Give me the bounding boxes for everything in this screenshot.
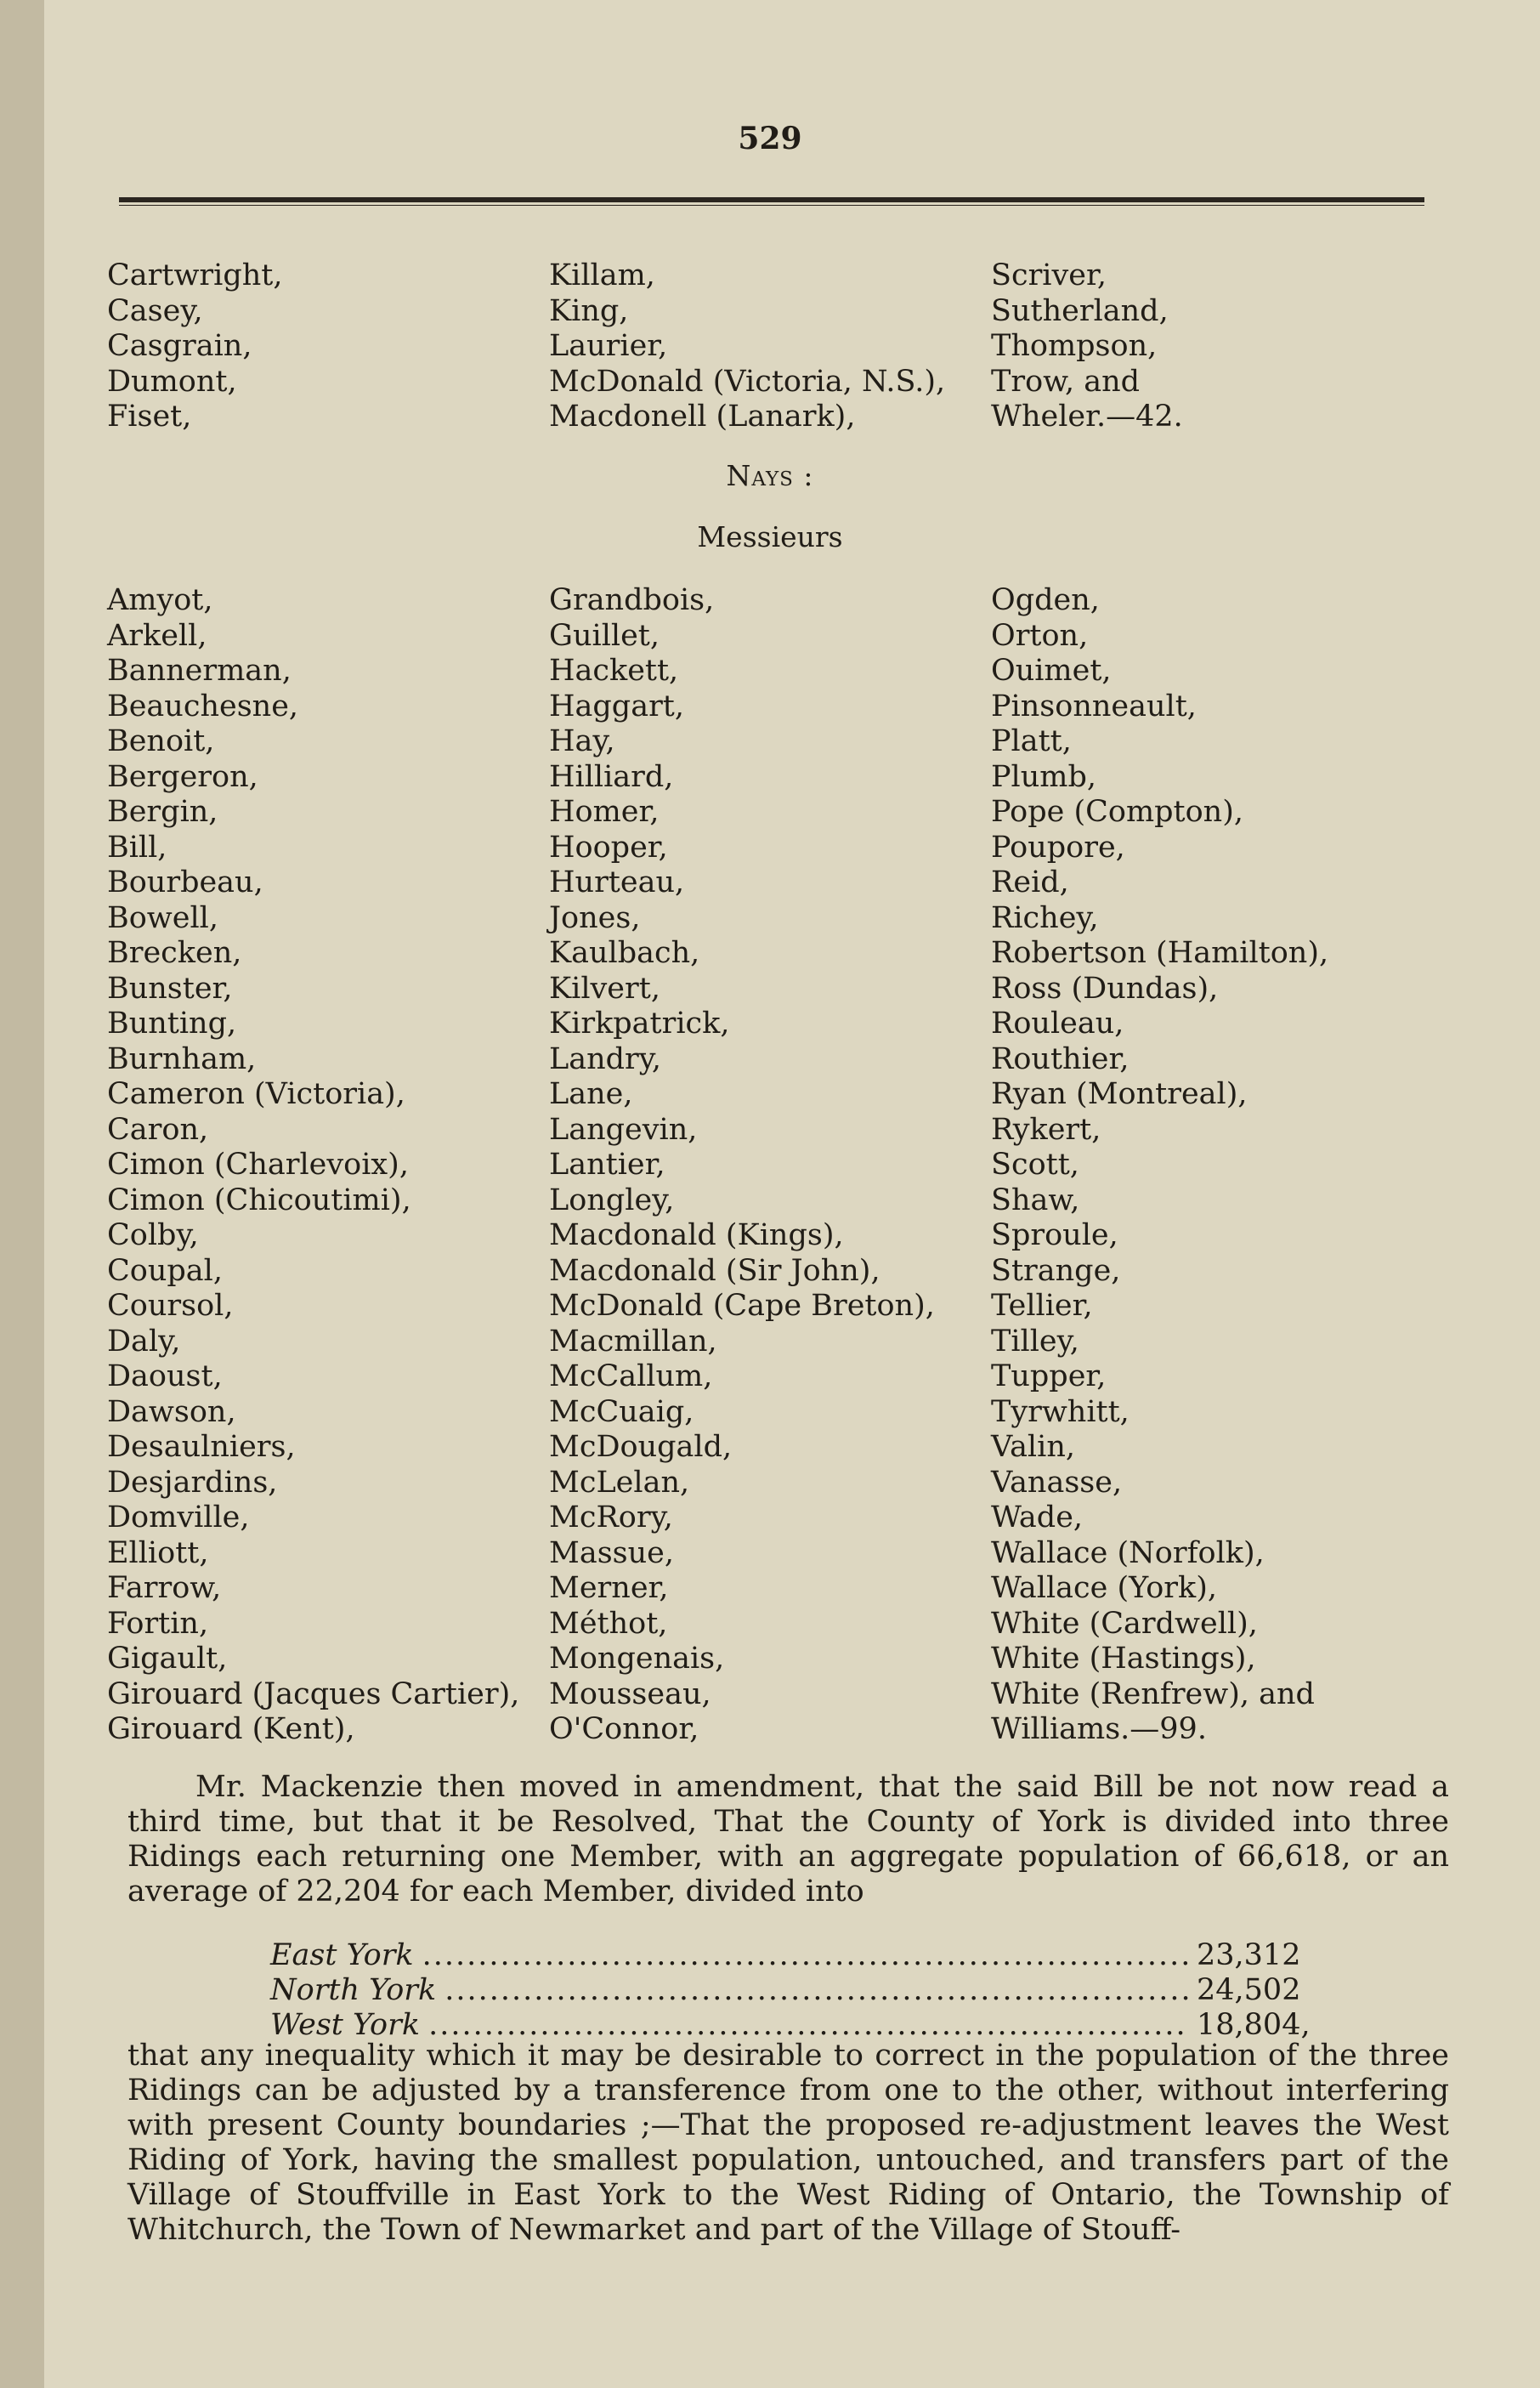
member-name: Desaulniers,	[107, 1430, 296, 1464]
member-name: Wheler.—42.	[991, 400, 1183, 434]
yeas-column-1	[107, 258, 549, 435]
member-name: Wallace (Norfolk),	[991, 1535, 1265, 1570]
member-name: Casey,	[107, 293, 203, 328]
riding-population: 24,502	[1197, 1973, 1301, 2007]
riding-name: North York	[270, 1973, 437, 2007]
member-name: McDougald,	[549, 1430, 733, 1464]
nays-list	[107, 583, 1450, 1748]
member-name: McLelan,	[549, 1465, 690, 1500]
member-name: Bunster,	[107, 971, 233, 1006]
member-name: Scriver,	[991, 258, 1107, 292]
member-name: Tupper,	[991, 1359, 1107, 1393]
nays-heading: Nays :	[726, 459, 814, 492]
member-name: Ouimet,	[991, 654, 1112, 688]
member-name: Tilley,	[991, 1324, 1079, 1358]
member-name: Macdonald (Kings),	[549, 1218, 844, 1252]
member-name: Burnham,	[107, 1041, 257, 1076]
member-name: Hay,	[549, 724, 615, 758]
nays-column-2	[549, 583, 991, 1748]
member-name: Mongenais,	[549, 1642, 725, 1676]
amendment-paragraph: Mr. Mackenzie then moved in amendment, that the said Bill be not now read a third time, but that it be Resolved, That the County of York is divided into three Ridings each returning one Member, with an aggregate population of 66,618, or an average of 22,204 for each Member, divided into	[127, 1770, 1449, 1909]
member-name: Benoit,	[107, 724, 215, 758]
leader-dots	[444, 1973, 1188, 2008]
member-name: Strange,	[991, 1253, 1121, 1288]
messieurs-heading: Messieurs	[697, 520, 843, 553]
ridings-table	[270, 1938, 1324, 2043]
member-name: Poupore,	[991, 830, 1125, 865]
member-name: Shaw,	[991, 1183, 1080, 1217]
member-name: Caron,	[107, 1112, 209, 1147]
member-name: Trow, and	[991, 364, 1141, 399]
member-name: Hackett,	[549, 654, 679, 688]
member-name: Mousseau,	[549, 1676, 711, 1711]
member-name: Orton,	[991, 618, 1089, 653]
member-name: Merner,	[549, 1571, 669, 1605]
member-name: Bannerman,	[107, 654, 292, 688]
member-name: Coupal,	[107, 1253, 223, 1288]
member-name: Domville,	[107, 1500, 250, 1534]
member-name: Tyrwhitt,	[991, 1394, 1130, 1429]
member-name: Grandbois,	[549, 583, 715, 617]
member-name: Longley,	[549, 1183, 675, 1217]
leader-dots	[422, 1938, 1188, 1973]
member-name: Lantier,	[549, 1148, 665, 1182]
member-name: Valin,	[991, 1430, 1075, 1464]
member-name: Killam,	[549, 258, 655, 292]
member-name: Bill,	[107, 830, 167, 865]
member-name: Wallace (York),	[991, 1571, 1218, 1605]
member-name: Sproule,	[991, 1218, 1118, 1252]
member-name: Macmillan,	[549, 1324, 717, 1358]
member-name: Casgrain,	[107, 329, 252, 363]
member-name: Pinsonneault,	[991, 689, 1197, 723]
nays-column-3	[991, 583, 1450, 1748]
nays-column-1	[107, 583, 549, 1748]
member-name: Jones,	[549, 900, 641, 935]
member-name: Hilliard,	[549, 759, 674, 794]
member-name: Bunting,	[107, 1007, 237, 1041]
member-name: Lane,	[549, 1077, 633, 1111]
member-name: Girouard (Kent),	[107, 1712, 355, 1746]
member-name: McRory,	[549, 1500, 673, 1534]
member-name: Dawson,	[107, 1394, 236, 1429]
member-name: O'Connor,	[549, 1712, 699, 1746]
member-name: White (Cardwell),	[991, 1606, 1258, 1641]
leader-dots	[428, 2008, 1188, 2043]
member-name: Homer,	[549, 795, 660, 829]
member-name: Desjardins,	[107, 1465, 278, 1500]
member-name: McDonald (Cape Breton),	[549, 1289, 935, 1323]
riding-row	[270, 1938, 1324, 1973]
member-name: Wade,	[991, 1500, 1084, 1534]
riding-name: West York	[270, 2008, 421, 2042]
member-name: Daly,	[107, 1324, 181, 1358]
member-name: Amyot,	[107, 583, 213, 617]
member-name: Williams.—99.	[991, 1712, 1207, 1746]
member-name: Coursol,	[107, 1289, 234, 1323]
member-name: Fortin,	[107, 1606, 209, 1641]
member-name: Bowell,	[107, 900, 218, 935]
member-name: Méthot,	[549, 1606, 668, 1641]
riding-row	[270, 2008, 1324, 2043]
member-name: Farrow,	[107, 1571, 222, 1605]
riding-name: East York	[270, 1938, 414, 1972]
member-name: Tellier,	[991, 1289, 1093, 1323]
member-name: Kilvert,	[549, 971, 660, 1006]
member-name: Scott,	[991, 1148, 1079, 1182]
riding-population: 18,804,	[1197, 2008, 1311, 2042]
member-name: Laurier,	[549, 329, 668, 363]
member-name: McDonald (Victoria, N.S.),	[549, 364, 946, 399]
member-name: Gigault,	[107, 1642, 228, 1676]
member-name: Cameron (Victoria),	[107, 1077, 405, 1111]
member-name: Dumont,	[107, 364, 237, 399]
member-name: Ross (Dundas),	[991, 971, 1219, 1006]
member-name: Robertson (Hamilton),	[991, 936, 1329, 970]
member-name: Ryan (Montreal),	[991, 1077, 1248, 1111]
yeas-list	[107, 258, 1450, 435]
member-name: Landry,	[549, 1041, 662, 1076]
member-name: Pope (Compton),	[991, 795, 1244, 829]
member-name: Platt,	[991, 724, 1072, 758]
member-name: Girouard (Jacques Cartier),	[107, 1676, 520, 1711]
page-number: 529	[738, 121, 802, 156]
member-name: Beauchesne,	[107, 689, 299, 723]
member-name: Rouleau,	[991, 1007, 1124, 1041]
member-name: Langevin,	[549, 1112, 698, 1147]
adjustment-paragraph: that any inequality which it may be desirable to correct in the population of the three Ridings can be adjusted by a transference from one to the other, without interfering with present County boundaries ;—That the proposed re-adjustment leaves the West Riding of York, having the smallest population, untouched, and transfers part of the Village of Stouffville in East York to the West Riding of Ontario, the Township of Whitchurch, the Town of Newmarket and part of the Village of Stouff-	[127, 2039, 1449, 2247]
member-name: Macdonald (Sir John),	[549, 1253, 880, 1288]
member-name: Hurteau,	[549, 865, 685, 899]
member-name: Rykert,	[991, 1112, 1101, 1147]
member-name: Fiset,	[107, 400, 192, 434]
member-name: Daoust,	[107, 1359, 223, 1393]
member-name: Bergin,	[107, 795, 218, 829]
member-name: McCallum,	[549, 1359, 713, 1393]
member-name: Ogden,	[991, 583, 1100, 617]
member-name: White (Hastings),	[991, 1642, 1256, 1676]
member-name: Routhier,	[991, 1041, 1130, 1076]
member-name: Massue,	[549, 1535, 675, 1570]
member-name: Richey,	[991, 900, 1099, 935]
member-name: Arkell,	[107, 618, 207, 653]
header-rule	[119, 197, 1424, 206]
yeas-column-2	[549, 258, 991, 435]
member-name: Kaulbach,	[549, 936, 700, 970]
member-name: Vanasse,	[991, 1465, 1123, 1500]
member-name: Bergeron,	[107, 759, 258, 794]
member-name: McCuaig,	[549, 1394, 694, 1429]
member-name: Cimon (Charlevoix),	[107, 1148, 409, 1182]
member-name: Cartwright,	[107, 258, 283, 292]
member-name: Macdonell (Lanark),	[549, 400, 856, 434]
member-name: Colby,	[107, 1218, 199, 1252]
member-name: Kirkpatrick,	[549, 1007, 730, 1041]
yeas-column-3	[991, 258, 1450, 435]
book-spine	[0, 0, 48, 2388]
member-name: Sutherland,	[991, 293, 1169, 328]
riding-population: 23,312	[1197, 1938, 1301, 1972]
riding-row	[270, 1973, 1324, 2008]
member-name: Guillet,	[549, 618, 660, 653]
member-name: Reid,	[991, 865, 1069, 899]
member-name: Hooper,	[549, 830, 668, 865]
member-name: White (Renfrew), and	[991, 1676, 1315, 1711]
member-name: Bourbeau,	[107, 865, 263, 899]
member-name: Haggart,	[549, 689, 684, 723]
member-name: Cimon (Chicoutimi),	[107, 1183, 411, 1217]
member-name: Elliott,	[107, 1535, 209, 1570]
member-name: King,	[549, 293, 629, 328]
member-name: Plumb,	[991, 759, 1097, 794]
member-name: Thompson,	[991, 329, 1158, 363]
member-name: Brecken,	[107, 936, 242, 970]
